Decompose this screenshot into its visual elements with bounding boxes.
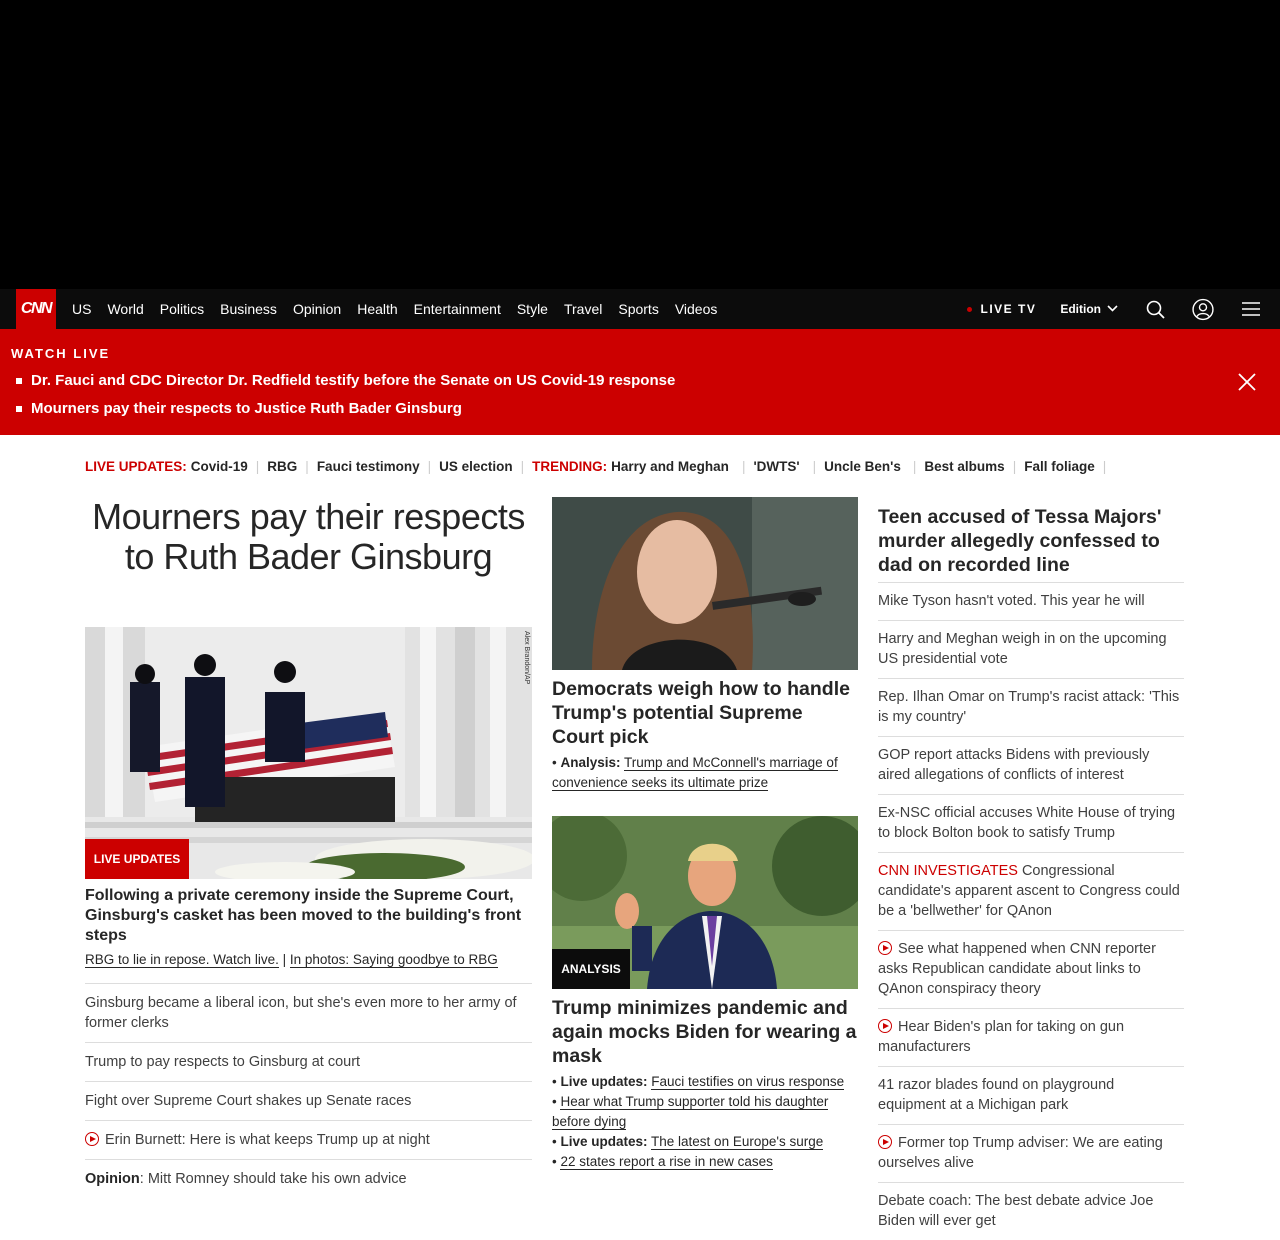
right-headline[interactable]: Teen accused of Tessa Majors' murder allegedly confessed to dad on recorded line <box>878 506 1162 576</box>
nav-link-business[interactable]: Business <box>220 301 277 317</box>
live-tv-label: LIVE TV <box>980 302 1037 316</box>
trending-link[interactable]: Harry and Meghan <box>611 458 729 474</box>
list-item[interactable]: Ginsburg became a liberal icon, but she's even more to her army of former clerks <box>85 983 532 1042</box>
play-icon <box>85 1132 99 1146</box>
nav-link-travel[interactable]: Travel <box>563 301 603 317</box>
lead-headline[interactable]: Mourners pay their respects to Ruth Bader Ginsburg <box>92 496 525 577</box>
list-item-text: Former top Trump adviser: We are eating ourselves alive <box>878 1135 1163 1171</box>
divider: | <box>305 458 309 474</box>
list-item[interactable]: Ex-NSC official accuses White House of trying to block Bolton book to satisfy Trump <box>878 794 1184 852</box>
story-headline[interactable]: Democrats weigh how to handle Trump's potential Supreme Court pick <box>552 678 850 748</box>
list-item[interactable]: GOP report attacks Bidens with previously aired allegations of conflicts of interest <box>878 736 1184 794</box>
bullet-text: Fauci testifies on virus response <box>651 1074 845 1089</box>
story-bullets <box>552 1072 862 1172</box>
bullet-text: Trump and McConnell's marriage of convenience seeks its ultimate prize <box>552 755 838 790</box>
list-item[interactable]: Rep. Ilhan Omar on Trump's racist attack: 'This is my country' <box>878 678 1184 736</box>
trending-label: TRENDING: <box>532 458 608 474</box>
divider: | <box>520 458 525 474</box>
story-bullet[interactable]: • Live updates: Fauci testifies on virus response <box>552 1074 845 1089</box>
story-photo <box>552 497 858 670</box>
lead-story-list <box>85 983 532 1198</box>
list-item[interactable] <box>85 1159 532 1198</box>
trending-link[interactable]: Uncle Ben's <box>824 458 901 474</box>
right-story-list <box>878 582 1184 1240</box>
related-link[interactable]: In photos: Saying goodbye to RBG <box>289 952 498 967</box>
watch-live-item-text: Dr. Fauci and CDC Director Dr. Redfield testify before the Senate on US Covid-19 response <box>31 372 676 389</box>
story-bullets <box>552 753 862 793</box>
nav-link-videos[interactable]: Videos <box>674 301 718 317</box>
list-item[interactable] <box>878 1124 1184 1182</box>
nav-link-politics[interactable]: Politics <box>159 301 205 317</box>
bullet-text: Hear what Trump supporter told his daughter before dying <box>552 1094 829 1129</box>
list-item-text: See what happened when CNN reporter asks Republican candidate about links to QAnon conspiracy theory <box>878 941 1156 997</box>
list-item[interactable]: Trump to pay respects to Ginsburg at court <box>85 1042 532 1081</box>
nav-link-health[interactable]: Health <box>357 301 398 317</box>
watch-live-banner <box>0 329 1280 435</box>
link-separator: | <box>278 952 290 967</box>
trending-bar <box>85 457 1114 475</box>
play-icon <box>878 1135 892 1149</box>
trending-link[interactable]: Fall foliage <box>1024 458 1095 474</box>
bullet-square-icon <box>16 406 22 412</box>
list-item-text: Congressional candidate's apparent ascent to Congress could be a 'bellwether' for QAnon <box>878 863 1180 919</box>
list-item-text: : Mitt Romney should take his own advice <box>139 1171 407 1187</box>
story-bullet[interactable]: • 22 states report a rise in new cases <box>552 1154 773 1169</box>
bullet-label: Live updates: <box>560 1074 648 1089</box>
related-link[interactable]: RBG to lie in repose. Watch live. <box>85 952 279 967</box>
user-icon[interactable] <box>1192 298 1214 320</box>
live-updates-label: LIVE UPDATES: <box>85 458 187 474</box>
bullet-label: Live updates: <box>560 1134 648 1149</box>
story-image[interactable] <box>552 497 858 670</box>
image-credit: Alex Brandon/AP <box>523 631 530 685</box>
trending-link[interactable]: US election <box>439 458 513 474</box>
list-item[interactable]: Harry and Meghan weigh in on the upcoming US presidential vote <box>878 620 1184 678</box>
list-item[interactable]: 41 razor blades found on playground equipment at a Michigan park <box>878 1066 1184 1124</box>
close-icon[interactable] <box>1238 373 1256 391</box>
live-tv-button[interactable] <box>967 302 1036 316</box>
nav-link-entertainment[interactable]: Entertainment <box>413 301 501 317</box>
list-item[interactable] <box>878 1008 1184 1066</box>
nav-link-us[interactable]: US <box>72 301 92 317</box>
trending-link[interactable]: 'DWTS' <box>753 458 800 474</box>
list-item[interactable] <box>878 852 1184 930</box>
divider: | <box>255 458 260 474</box>
story-bullet[interactable]: • Analysis: Trump and McConnell's marriage of convenience seeks its ultimate prize <box>552 755 838 790</box>
advertisement-area <box>0 0 1280 289</box>
list-item[interactable]: Fight over Supreme Court shakes up Senate races <box>85 1081 532 1120</box>
watch-live-item[interactable] <box>16 400 462 417</box>
cnn-logo[interactable]: CNN <box>16 289 56 329</box>
top-nav <box>0 289 1280 329</box>
watch-live-item-text: Mourners pay their respects to Justice Ruth Bader Ginsburg <box>31 400 462 417</box>
divider: | <box>812 458 817 474</box>
divider: | <box>741 458 746 474</box>
bullet-square-icon <box>16 378 22 384</box>
story-headline[interactable]: Trump minimizes pandemic and again mocks Biden for wearing a mask <box>552 997 857 1067</box>
cnn-investigates-label: CNN INVESTIGATES <box>878 863 1018 879</box>
nav-link-opinion[interactable]: Opinion <box>292 301 342 317</box>
trending-link[interactable]: RBG <box>267 458 298 474</box>
list-item[interactable]: Mike Tyson hasn't voted. This year he will <box>878 582 1184 620</box>
trending-link[interactable]: Covid-19 <box>190 458 248 474</box>
lead-related-links <box>85 952 498 967</box>
edition-dropdown[interactable] <box>1060 302 1118 316</box>
menu-icon[interactable] <box>1240 298 1262 320</box>
trending-link[interactable]: Fauci testimony <box>316 458 420 474</box>
watch-live-item[interactable] <box>16 372 675 389</box>
divider: | <box>427 458 432 474</box>
bullet-text: The latest on Europe's surge <box>651 1134 824 1149</box>
nav-link-world[interactable]: World <box>107 301 144 317</box>
watch-live-label: WATCH LIVE <box>11 346 111 361</box>
chevron-down-icon <box>1107 304 1118 315</box>
nav-links <box>72 289 733 329</box>
nav-right <box>967 289 1280 329</box>
live-dot-icon <box>967 307 972 312</box>
divider: | <box>1012 458 1017 474</box>
analysis-badge[interactable]: ANALYSIS <box>552 949 630 989</box>
divider: | <box>912 458 917 474</box>
story-bullet[interactable]: • Live updates: The latest on Europe's surge <box>552 1134 824 1149</box>
lead-subheadline[interactable]: Following a private ceremony inside the Supreme Court, Ginsburg's casket has been moved to the building's front steps <box>85 887 522 944</box>
live-updates-badge[interactable]: LIVE UPDATES <box>85 839 189 879</box>
opinion-label: Opinion <box>85 1171 140 1187</box>
divider: | <box>1102 458 1107 474</box>
story-bullet[interactable]: • Hear what Trump supporter told his daughter before dying <box>552 1094 829 1129</box>
list-item-text: Erin Burnett: Here is what keeps Trump up at night <box>105 1132 430 1148</box>
play-icon <box>878 1019 892 1033</box>
nav-link-sports[interactable]: Sports <box>618 301 659 317</box>
search-icon[interactable] <box>1144 298 1166 320</box>
list-item-text: Hear Biden's plan for taking on gun manufacturers <box>878 1019 1125 1055</box>
nav-link-style[interactable]: Style <box>516 301 548 317</box>
list-item[interactable]: Debate coach: The best debate advice Joe Biden will ever get <box>878 1182 1184 1240</box>
list-item[interactable] <box>878 930 1184 1008</box>
trending-link[interactable]: Best albums <box>924 458 1005 474</box>
bullet-text: 22 states report a rise in new cases <box>560 1154 773 1169</box>
play-icon <box>878 941 892 955</box>
bullet-label: Analysis: <box>560 755 621 770</box>
list-item[interactable] <box>85 1120 532 1159</box>
edition-label: Edition <box>1060 302 1101 316</box>
